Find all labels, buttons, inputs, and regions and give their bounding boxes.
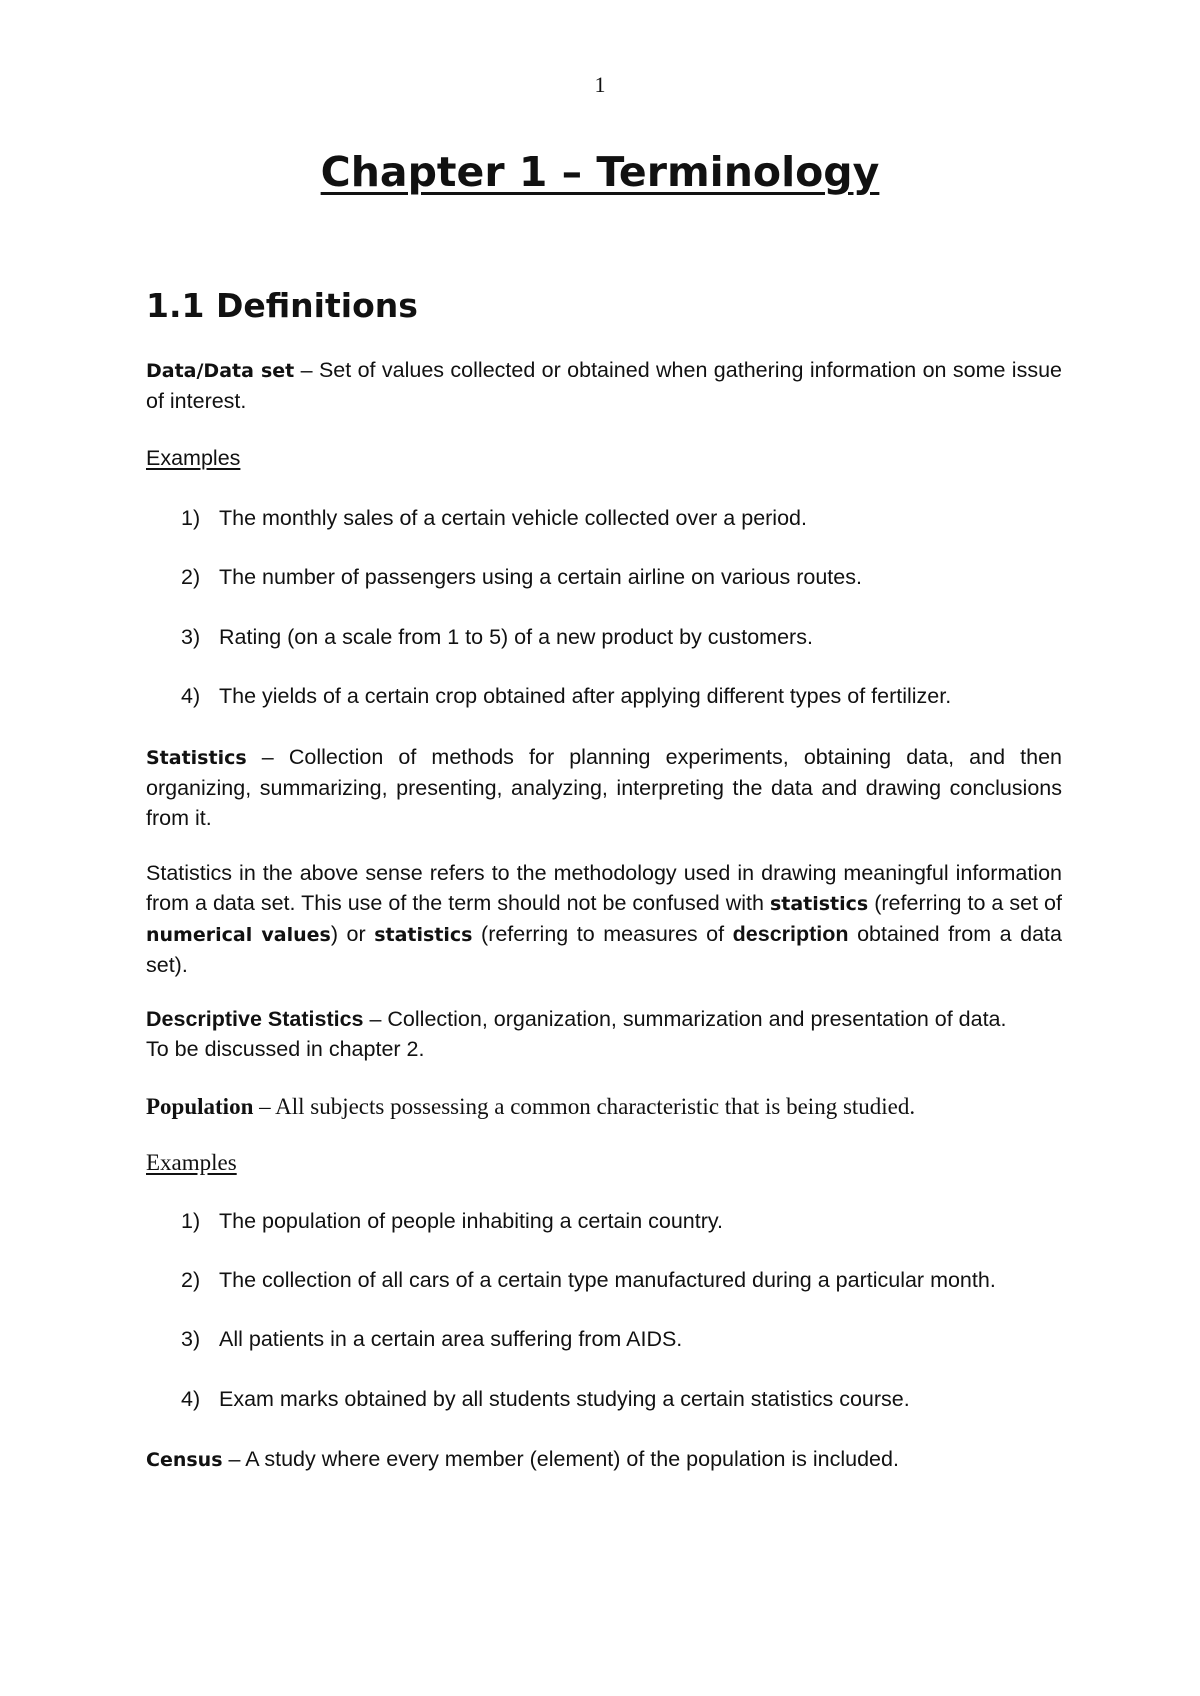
definition-term: Descriptive Statistics xyxy=(146,1007,364,1031)
definition-term: Population xyxy=(146,1094,254,1119)
list-number: 1) xyxy=(181,1209,201,1233)
list-text: The monthly sales of a certain vehicle collected over a period. xyxy=(219,506,807,530)
list-item xyxy=(181,622,813,652)
population-definition xyxy=(146,1092,1062,1122)
list-text: The population of people inhabiting a certain country. xyxy=(219,1209,724,1233)
examples-label-text: Examples xyxy=(146,446,241,470)
definition-text: – Collection of methods for planning experiments, obtaining data, and then organizing, summarizing, presenting, analyzing, interpreting the data and drawing conclusions from it. xyxy=(146,745,1062,830)
examples-label xyxy=(146,1148,1062,1178)
data-definition xyxy=(146,355,1062,416)
list-text: All patients in a certain area suffering from AIDS. xyxy=(219,1327,683,1351)
list-text: The collection of all cars of a certain type manufactured during a particular month. xyxy=(219,1268,996,1292)
page-number: 1 xyxy=(594,72,606,97)
list-number: 3) xyxy=(181,1327,201,1351)
list-number: 2) xyxy=(181,1268,201,1292)
list-text: The yields of a certain crop obtained after applying different types of fertilizer. xyxy=(219,684,952,708)
list-item xyxy=(181,1265,996,1295)
note-bold: numerical values xyxy=(146,924,331,946)
list-text: The number of passengers using a certain airline on various routes. xyxy=(219,565,862,589)
note-text: obtained from a data set). xyxy=(146,922,1062,977)
list-number: 1) xyxy=(181,506,201,530)
census-definition xyxy=(146,1444,1062,1475)
chapter-title: Chapter 1 – Terminology xyxy=(320,148,880,196)
note-text: Statistics in the above sense refers to the methodology used in drawing meaningful information from a data set. This use of the term should not be confused with xyxy=(146,861,1062,915)
examples-label-text: Examples xyxy=(146,1150,237,1175)
note-bold: description xyxy=(732,922,849,946)
list-item xyxy=(181,681,951,711)
definition-note: To be discussed in chapter 2. xyxy=(146,1037,425,1061)
examples-label xyxy=(146,443,1062,473)
list-number: 4) xyxy=(181,684,201,708)
definition-term: Census xyxy=(146,1449,223,1471)
descriptive-definition xyxy=(146,1004,1062,1064)
list-number: 3) xyxy=(181,625,201,649)
list-item xyxy=(181,1324,682,1354)
note-bold: statistics xyxy=(769,893,869,915)
note-text: (referring to a set of xyxy=(868,891,1062,915)
section-heading: 1.1 Definitions xyxy=(146,286,418,325)
definition-term: Data/Data set xyxy=(146,360,295,382)
definition-text: – A study where every member (element) of the population is included. xyxy=(222,1447,899,1471)
note-text: ) or xyxy=(330,922,375,946)
definition-text: – Set of values collected or obtained when gathering information on some issue of interest. xyxy=(146,358,1063,413)
list-number: 2) xyxy=(181,565,201,589)
statistics-definition xyxy=(146,742,1062,833)
definition-text: – All subjects possessing a common characteristic that is being studied. xyxy=(253,1094,916,1119)
list-text: Rating (on a scale from 1 to 5) of a new product by customers. xyxy=(219,625,813,649)
definition-text: – Collection, organization, summarization and presentation of data. xyxy=(363,1007,1007,1031)
note-bold: statistics xyxy=(374,924,473,946)
list-item xyxy=(181,1206,723,1236)
definition-term: Statistics xyxy=(146,747,247,769)
list-item xyxy=(181,1384,910,1414)
list-item xyxy=(181,503,807,533)
list-item xyxy=(181,562,862,592)
list-text: Exam marks obtained by all students studying a certain statistics course. xyxy=(219,1387,910,1411)
statistics-note xyxy=(146,858,1062,980)
note-text: (referring to measures of xyxy=(472,922,733,946)
list-number: 4) xyxy=(181,1387,201,1411)
